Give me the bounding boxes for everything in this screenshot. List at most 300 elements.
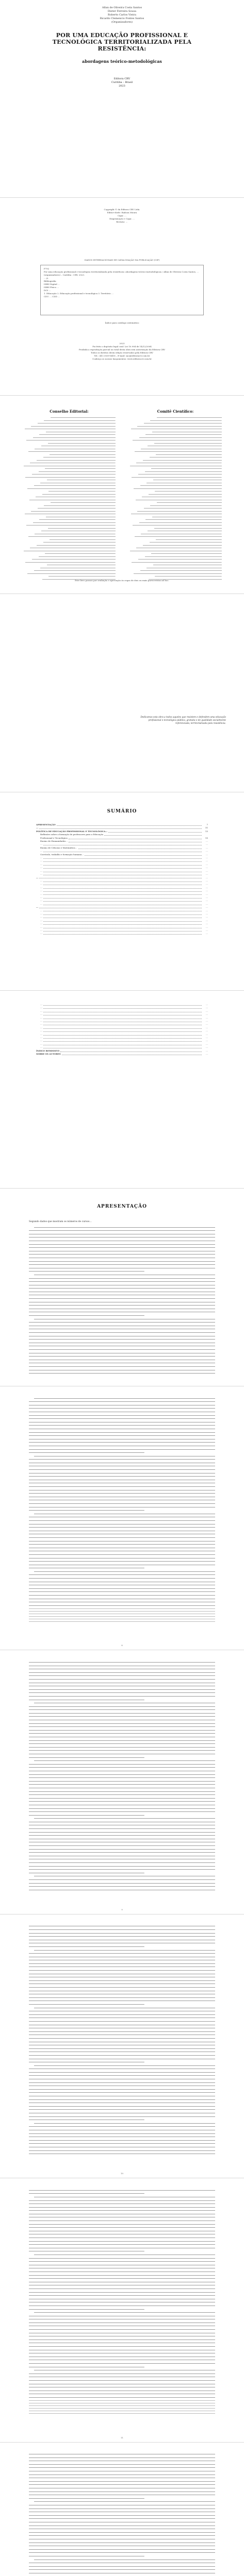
text-line — [29, 2528, 215, 2531]
text-line — [29, 1317, 215, 1321]
text-line — [29, 1509, 215, 1513]
text-line — [29, 1948, 215, 1952]
text-line — [29, 1437, 215, 1441]
text-line — [29, 2071, 215, 2074]
toc-entry-page: … — [206, 850, 208, 853]
text-line — [29, 2477, 215, 2480]
editorial-council-title: Conselho Editorial: — [50, 409, 89, 414]
text-line — [29, 1762, 215, 1766]
text-line — [29, 1604, 215, 1607]
text-line — [29, 1348, 215, 1351]
text-line — [29, 1314, 215, 1317]
catalog-line: ISBN Físico … — [44, 286, 59, 289]
text-line — [29, 2260, 215, 2264]
text-line — [29, 2006, 215, 2010]
text-line — [29, 2277, 215, 2281]
text-line — [29, 2047, 215, 2050]
summary-page — [0, 792, 244, 991]
text-line — [29, 1749, 215, 1753]
text-line — [29, 2274, 215, 2277]
text-page-body — [29, 2453, 215, 2576]
text-line — [29, 2551, 215, 2555]
text-line — [29, 2145, 215, 2149]
text-page — [0, 1650, 244, 1914]
text-line — [29, 2030, 215, 2033]
text-line — [29, 1543, 215, 1547]
text-line — [29, 1567, 215, 1570]
text-line — [29, 1546, 215, 1550]
text-line — [29, 2284, 215, 2287]
text-line — [29, 2554, 215, 2558]
toc-entry-title: POLÍTICA DE EDUCAÇÃO PROFISSIONAL E TECNOLÓGICA… — [36, 829, 108, 833]
toc-leader-dots — [43, 924, 202, 925]
text-line — [29, 2111, 215, 2115]
text-line — [29, 1597, 215, 1601]
toc-leader-dots — [108, 832, 202, 833]
address-line: Foi feito o depósito legal conf. Lei 10.994 de 14/12/2004 — [92, 345, 152, 348]
toc-entry-title: … — [40, 1046, 42, 1049]
text-line — [29, 1495, 215, 1499]
text-line — [29, 2369, 215, 2372]
text-line — [29, 1708, 215, 1712]
toc-entry-page: … — [206, 1029, 208, 1032]
text-line — [29, 1260, 215, 1263]
text-line — [29, 1488, 215, 1492]
text-line — [29, 2257, 215, 2260]
toc-entry-page: … — [206, 862, 208, 866]
text-line — [29, 2003, 215, 2006]
text-line — [29, 2514, 215, 2517]
text-line — [29, 1550, 215, 1553]
text-line — [29, 2503, 215, 2507]
toc-entry-title: … — [40, 922, 42, 925]
text-line — [29, 1756, 215, 1759]
text-page — [0, 2178, 244, 2442]
text-line — [29, 1722, 215, 1725]
text-line — [29, 1328, 215, 1331]
text-line — [29, 2362, 215, 2365]
text-line — [29, 2301, 215, 2304]
text-line — [29, 1725, 215, 1729]
text-line — [29, 1492, 215, 1496]
toc-leader-dots — [43, 1038, 202, 1039]
text-line — [29, 1702, 215, 1705]
text-line — [29, 1664, 215, 1668]
toc-leader-dots — [43, 898, 202, 899]
text-line — [29, 2020, 215, 2023]
text-line — [29, 2463, 215, 2466]
text-line — [29, 2192, 215, 2196]
text-line — [29, 2469, 215, 2473]
text-line — [29, 2057, 215, 2061]
text-line — [29, 1512, 215, 1516]
page-number: 8 — [121, 1644, 123, 1647]
text-line — [29, 1601, 215, 1604]
text-line — [29, 1365, 215, 1368]
text-line — [29, 2335, 215, 2338]
toc-entry-page: … — [206, 846, 208, 849]
toc-entry-title: … — [40, 1042, 42, 1045]
text-line — [29, 1969, 215, 1972]
toc-entry-title: … — [40, 912, 42, 915]
text-line — [29, 2125, 215, 2129]
text-line — [29, 2342, 215, 2345]
text-line — [29, 2386, 215, 2389]
text-line — [29, 2064, 215, 2067]
text-line — [29, 1868, 215, 1872]
text-line — [29, 1766, 215, 1770]
text-line — [29, 1982, 215, 1986]
text-line — [29, 1945, 215, 1948]
toc-leader-dots — [43, 894, 202, 895]
text-line — [29, 2233, 215, 2236]
text-line — [29, 2497, 215, 2500]
toc-entry-title: … — [40, 895, 42, 899]
text-line — [29, 2223, 215, 2226]
text-line — [29, 2037, 215, 2040]
text-line — [29, 2033, 215, 2037]
text-line — [29, 2558, 215, 2562]
toc-entry-title: … — [40, 1026, 42, 1029]
text-line — [29, 1814, 215, 1817]
text-line — [29, 1827, 215, 1831]
scientific-committee-column — [129, 409, 222, 581]
toc-entry-title: SOBRE OS AUTORES — [36, 1053, 61, 1056]
text-line — [29, 1882, 215, 1885]
text-line — [29, 1587, 215, 1590]
text-line — [29, 1793, 215, 1797]
text-line — [29, 1553, 215, 1556]
text-line — [29, 2291, 215, 2294]
toc-leader-dots — [43, 865, 202, 866]
text-line — [29, 1851, 215, 1855]
text-line — [29, 1465, 215, 1468]
text-line — [29, 1533, 215, 1536]
text-line — [29, 2119, 215, 2122]
text-line — [29, 2229, 215, 2233]
text-line — [29, 1671, 215, 1674]
text-line — [29, 1858, 215, 1861]
text-line — [29, 2466, 215, 2470]
author-line: Allan de Oliveira Costa Santos — [102, 6, 142, 9]
text-page — [0, 1386, 244, 1650]
text-line — [29, 1556, 215, 1560]
credit-line: Copyright © da Editora CRV Ltda. — [104, 208, 140, 211]
text-line — [29, 2240, 215, 2243]
toc-entry-page: … — [206, 1026, 208, 1029]
toc-leader-dots — [43, 1041, 202, 1042]
text-line — [29, 2548, 215, 2551]
text-line — [29, 2480, 215, 2483]
scientific-committee-title: Comitê Científico: — [157, 409, 194, 414]
text-line — [29, 1243, 215, 1246]
text-line — [29, 1246, 215, 1250]
toc-entry-page: … — [206, 1039, 208, 1042]
text-line — [29, 2209, 215, 2213]
text-line — [29, 2061, 215, 2064]
toc-leader-dots — [43, 1005, 202, 1006]
text-line — [29, 1938, 215, 1942]
page-number: 9 — [121, 1908, 123, 1911]
toc-entry-page: … — [206, 859, 208, 862]
text-line — [29, 1885, 215, 1889]
address-line: Proibida a reprodução parcial ou total desta obra sem autorização da Editora CRV — [78, 348, 166, 351]
toc-entry-page: … — [206, 1053, 208, 1056]
text-line — [29, 2297, 215, 2301]
toc-entry-title: … — [36, 826, 38, 829]
toc-entry-page: … — [206, 892, 208, 895]
text-line — [29, 1536, 215, 1539]
catalog-line: … p. — [44, 277, 49, 279]
text-line — [29, 2081, 215, 2084]
text-line — [29, 1674, 215, 1678]
text-line — [29, 1688, 215, 1691]
text-line — [29, 1434, 215, 1438]
text-line — [29, 1451, 215, 1455]
table-of-contents-continued — [36, 1003, 208, 1056]
text-line — [29, 2568, 215, 2572]
title-page — [0, 0, 244, 198]
editorial-council-list — [23, 416, 116, 581]
catalog-line: CDU … CDD … — [44, 295, 60, 298]
text-line — [29, 2013, 215, 2016]
scientific-committee-list — [129, 416, 222, 581]
text-line — [29, 1718, 215, 1722]
toc-entry-title: … — [40, 929, 42, 931]
text-line — [29, 2376, 215, 2379]
editorial-council-column — [23, 409, 116, 581]
text-line — [29, 1928, 215, 1931]
text-line — [29, 2253, 215, 2257]
toc-entry-title: … — [40, 1032, 42, 1036]
text-line — [29, 1482, 215, 1485]
catalog-footer: Índice para catálogo sistemático — [105, 321, 139, 324]
text-line — [29, 1800, 215, 1804]
epigraph-page — [0, 594, 244, 792]
text-line — [29, 2562, 215, 2565]
toc-entry-title: … — [40, 1039, 42, 1042]
text-line — [29, 1266, 215, 1270]
toc-entry-page: 13 — [205, 829, 208, 833]
toc-entry-page: … — [206, 873, 208, 876]
toc-entry-page: … — [206, 1042, 208, 1045]
text-line — [29, 1362, 215, 1365]
text-line — [29, 2094, 215, 2098]
text-line — [29, 2355, 215, 2359]
address-line: Conheça os nossos lançamentos: www.editoracrv.com.br — [92, 358, 152, 360]
text-line — [29, 1331, 215, 1334]
text-line — [29, 2318, 215, 2321]
toc-entry-title: … — [40, 883, 42, 886]
toc-entry-page: … — [206, 925, 208, 928]
toc-entry-title: … — [40, 1020, 42, 1023]
text-line — [29, 1797, 215, 1800]
text-line — [29, 2108, 215, 2112]
toc-entry-title: … — [40, 1009, 42, 1012]
text-line — [29, 1584, 215, 1587]
text-line — [29, 2142, 215, 2146]
text-line — [29, 1999, 215, 2003]
toc-entry-title: … — [40, 892, 42, 895]
text-line — [29, 1468, 215, 1471]
toc-entry-title: … — [40, 932, 42, 935]
text-line — [29, 1431, 215, 1434]
presentation-opening-text: Segundo dados que mostram os números de cursos… — [29, 1221, 92, 1223]
text-line — [29, 1226, 215, 1229]
credit-line: Capa: … — [117, 214, 126, 217]
text-line — [29, 1502, 215, 1505]
toc-entry-page: … — [206, 1049, 208, 1052]
text-line — [29, 1594, 215, 1597]
author-line: Ricardo Clemencio Fontes Santos — [100, 17, 144, 20]
toc-entry-title: Currículo, trabalho e formação humana… — [40, 853, 84, 856]
text-line — [29, 2325, 215, 2328]
toc-entry-page: … — [206, 912, 208, 915]
text-line — [29, 2199, 215, 2202]
text-line — [29, 2541, 215, 2545]
text-line — [29, 1263, 215, 1267]
text-line — [29, 2494, 215, 2497]
toc-leader-dots — [57, 825, 202, 826]
toc-leader-dots — [43, 1008, 202, 1009]
text-line — [29, 1397, 215, 1400]
text-line — [29, 1875, 215, 1878]
toc-entry-title: … — [40, 1006, 42, 1009]
text-line — [29, 1563, 215, 1567]
text-line — [29, 1580, 215, 1584]
toc-entry-title: Profissional e Tecnológica — [40, 836, 68, 839]
toc-entry-title: Ensino de Ciências e Matemática… — [40, 846, 77, 849]
toc-entry-page: … — [206, 1032, 208, 1036]
toc-entry-page: … — [206, 1009, 208, 1012]
toc-entry-page: … — [206, 932, 208, 935]
text-line — [29, 1691, 215, 1695]
text-line — [29, 1769, 215, 1773]
text-line — [29, 2531, 215, 2534]
text-line — [29, 2054, 215, 2057]
toc-entry-page: … — [206, 869, 208, 872]
text-line — [29, 1287, 215, 1291]
toc-entry-page: 11 — [205, 826, 208, 829]
toc-entry-title: … — [40, 866, 42, 869]
text-line — [29, 1807, 215, 1810]
text-line — [29, 2545, 215, 2548]
toc-entry-page: … — [206, 1036, 208, 1039]
summary-title: SUMÁRIO — [107, 809, 137, 814]
toc-entry-page: … — [206, 879, 208, 882]
text-line — [29, 2534, 215, 2538]
catalog-heading: DADOS INTERNACIONAIS DE CATALOGAÇÃO NA PUBLICAÇÃO (CIP) — [84, 259, 160, 261]
text-line — [29, 1865, 215, 1868]
summary-continued-page — [0, 991, 244, 1189]
text-line — [29, 2105, 215, 2108]
text-line — [29, 1529, 215, 1533]
toc-leader-dots — [43, 888, 202, 889]
text-line — [29, 1229, 215, 1233]
text-line — [29, 2537, 215, 2541]
authors-block — [0, 6, 244, 24]
toc-entry-page: … — [206, 895, 208, 899]
text-line — [29, 1358, 215, 1362]
credit-line: Editor-chefe: Railson Moura — [107, 211, 137, 214]
catalog-line: ISBN Digital … — [44, 283, 60, 285]
text-line — [29, 1519, 215, 1522]
text-line — [29, 2345, 215, 2348]
text-line — [29, 2040, 215, 2044]
text-line — [29, 1841, 215, 1844]
text-line — [29, 1253, 215, 1257]
text-line — [29, 2132, 215, 2136]
text-line — [29, 1444, 215, 1448]
text-line — [29, 1732, 215, 1736]
text-line — [29, 2453, 215, 2456]
text-line — [29, 1321, 215, 1325]
toc-entry[interactable] — [36, 932, 208, 935]
text-line — [29, 1871, 215, 1875]
text-line — [29, 1420, 215, 1424]
text-line — [29, 1925, 215, 1928]
toc-entry-page: … — [206, 1046, 208, 1049]
text-line — [29, 1935, 215, 1939]
text-line — [29, 1942, 215, 1945]
credit-line: Diagramação e Capa: … — [109, 217, 135, 220]
text-line — [29, 1786, 215, 1790]
address-line: Todos os direitos desta edição reservados pela Editora CRV — [91, 351, 153, 354]
text-line — [29, 2328, 215, 2331]
toc-entry-title: … — [40, 1016, 42, 1019]
text-line — [29, 1837, 215, 1841]
text-line — [29, 2321, 215, 2325]
credits-page — [0, 198, 244, 396]
text-line — [29, 2348, 215, 2352]
text-line — [29, 1986, 215, 1989]
text-line — [29, 1372, 215, 1376]
text-line — [29, 2338, 215, 2342]
text-line — [29, 1790, 215, 1793]
toc-leader-dots — [85, 855, 202, 856]
text-line — [29, 1307, 215, 1311]
text-line — [29, 1810, 215, 1814]
text-line — [29, 1294, 215, 1297]
toc-entry-page: … — [206, 840, 208, 843]
toc-entry-title: Ensino de Humanidades… — [40, 840, 68, 843]
catalog-line: Por uma educação profissional e tecnológica territorializada pela resistência: abordagens teórico-metodológicas / Allan de Oliveira Costa Santos, … (organizadores) – Curitiba : CRV, 2023. — [44, 270, 199, 276]
toc-entry-page: … — [206, 899, 208, 902]
toc-entry-page: … — [206, 886, 208, 889]
text-line — [29, 2352, 215, 2355]
text-line — [29, 1834, 215, 1838]
text-line — [29, 2270, 215, 2274]
text-line — [29, 1993, 215, 1996]
toc-leader-dots — [43, 1035, 202, 1036]
text-line — [29, 1831, 215, 1834]
text-line — [29, 2098, 215, 2102]
toc-entry-page: … — [206, 919, 208, 922]
editorial-board-page — [0, 396, 244, 594]
text-line — [29, 1304, 215, 1308]
text-line — [29, 1844, 215, 1848]
text-line — [29, 1236, 215, 1240]
text-line — [29, 2139, 215, 2142]
text-line — [29, 2263, 215, 2267]
toc-entry[interactable] — [36, 1053, 208, 1056]
text-line — [29, 2153, 215, 2156]
text-line — [29, 1728, 215, 1732]
text-line — [29, 1249, 215, 1253]
text-line — [29, 1280, 215, 1284]
text-line — [29, 2202, 215, 2206]
toc-leader-dots — [43, 1028, 202, 1029]
